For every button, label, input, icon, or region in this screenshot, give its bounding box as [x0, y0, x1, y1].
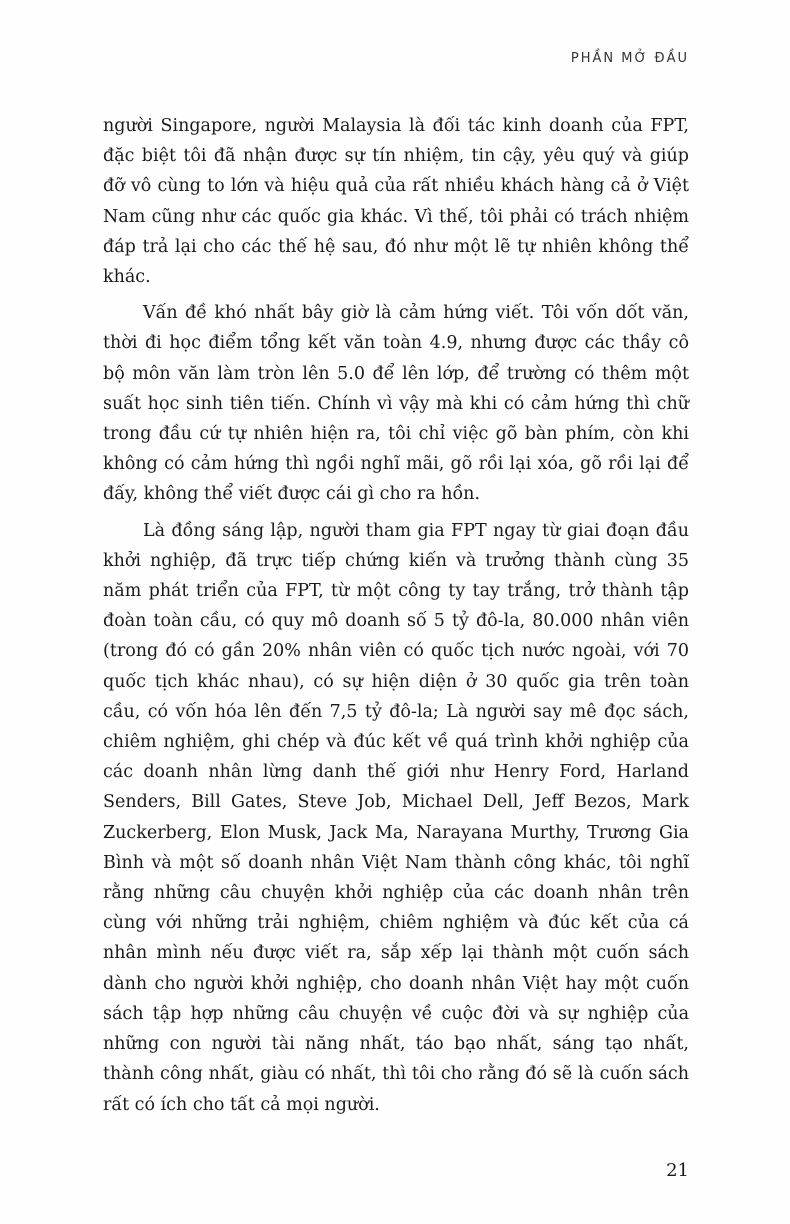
paragraph-continued: người Singapore, người Malaysia là đối tác kinh doanh của FPT, đặc biệt tôi đã nhận được sự tín nhiệm, tin cậy, yêu quý và giúp đỡ vô cùng to lớn và hiệu quả của rất nhiều khách hàng cả ở Việt Nam cũng như các quốc gia khác. Vì thế, tôi phải có trách nhiệm đáp trả lại cho các thế hệ sau, đó như một lẽ tự nhiên không thể khác.: [103, 116, 689, 288]
running-header: PHẦN MỞ ĐẦU: [570, 51, 689, 66]
paragraph: Vấn đề khó nhất bây giờ là cảm hứng viết. Tôi vốn dốt văn, thời đi học điểm tổng kết văn toàn 4.9, nhưng được các thầy cô bộ môn văn làm tròn lên 5.0 để lên lớp, để trường có thêm một suất học sinh tiên tiến. Chính vì vậy mà khi có cảm hứng thì chữ trong đầu cứ tự nhiên hiện ra, tôi chỉ việc gõ bàn phím, còn khi không có cảm hứng thì ngồi nghĩ mãi, gõ rồi lại xóa, gõ rồi lại để đấy, không thể viết được cái gì cho ra hồn.: [103, 303, 689, 505]
paragraph: Là đồng sáng lập, người tham gia FPT ngay từ giai đoạn đầu khởi nghiệp, đã trực tiếp chứng kiến và trưởng thành cùng 35 năm phát triển của FPT, từ một công ty tay trắng, trở thành tập đoàn toàn cầu, có quy mô doanh số 5 tỷ đô-la, 80.000 nhân viên (trong đó có gần 20% nhân viên có quốc tịch nước ngoài, với 70 quốc tịch khác nhau), có sự hiện diện ở 30 quốc gia trên toàn cầu, có vốn hóa lên đến 7,5 tỷ đô-la; Là người say mê đọc sách, chiêm nghiệm, ghi chép và đúc kết về quá trình khởi nghiệp của các doanh nhân lừng danh thế giới như Henry Ford, Harland Senders, Bill Gates, Steve Job, Michael Dell, Jeff Bezos, Mark Zuckerberg, Elon Musk, Jack Ma, Narayana Murthy, Trương Gia Bình và một số doanh nhân Việt Nam thành công khác, tôi nghĩ rằng những câu chuyện khởi nghiệp của các doanh nhân trên cùng với những trải nghiệm, chiêm nghiệm và đúc kết của cá nhân mình nếu được viết ra, sắp xếp lại thành một cuốn sách dành cho người khởi nghiệp, cho doanh nhân Việt hay một cuốn sách tập hợp những câu chuyện về cuộc đời và sự nghiệp của những con người tài năng nhất, táo bạo nhất, sáng tạo nhất, thành công nhất, giàu có nhất, thì tôi cho rằng đó sẽ là cuốn sách rất có ích cho tất cả mọi người.: [103, 520, 689, 1115]
body-text: [103, 111, 689, 1126]
page-number: 21: [666, 1160, 689, 1181]
